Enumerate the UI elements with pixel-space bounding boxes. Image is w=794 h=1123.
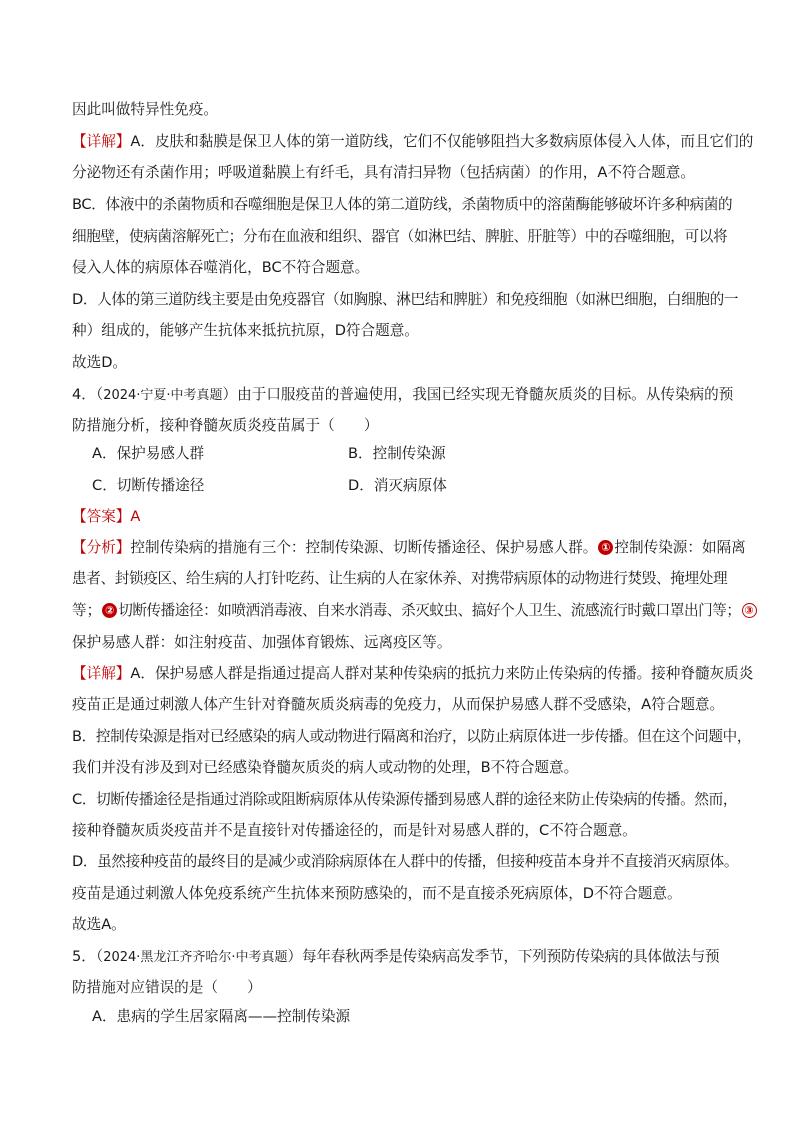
paragraph-line: 疫苗正是通过刺激人体产生针对脊髓灰质炎病毒的免疫力，从而保护易感人群不受感染，A符合题意。 <box>72 696 725 713</box>
option-b: B．控制传染源 <box>348 445 446 462</box>
circled-number-1: ① <box>598 540 613 555</box>
answer-line <box>72 507 140 527</box>
paragraph-line: 故选A。 <box>72 916 126 933</box>
paragraph-line: 种）组成的，能够产生抗体来抵抗抗原，D符合题意。 <box>72 322 419 339</box>
paragraph-line: 我们并没有涉及到对已经感染脊髓灰质炎的病人或动物的处理，B不符合题意。 <box>72 759 579 776</box>
option-a: A．保护易感人群 <box>92 445 205 462</box>
circled-number-3: ③ <box>742 603 757 618</box>
paragraph-line: C．切断传播途径是指通过消除或阻断病原体从传染源传播到易感人群的途径来防止传染病的传播。然而， <box>72 791 738 808</box>
detail-tag: 【详解】 <box>72 665 131 682</box>
paragraph-line: 接种脊髓灰质炎疫苗并不是直接针对传播途径的，而是针对易感人群的，C不符合题意。 <box>72 822 637 839</box>
detail-line: 【详解】A．保护易感人群是指通过提高人群对某种传染病的抵抗力来防止传染病的传播。接种脊髓灰质炎 <box>72 665 754 682</box>
answer-tag: 【答案】 <box>72 508 131 525</box>
paragraph-line: BC．体液中的杀菌物质和吞噬细胞是保卫人体的第二道防线，杀菌物质中的溶菌酶能够破坏许多种病菌的 <box>72 196 733 213</box>
paragraph-line: B．控制传染源是指对已经感染的病人或动物进行隔离和治疗，以防止病原体进一步传播。但在这个问题中， <box>72 728 752 745</box>
paragraph-line: 疫苗是通过刺激人体免疫系统产生抗体来预防感染的，而不是直接杀死病原体，D不符合题意。 <box>72 885 682 902</box>
paragraph-line: 等； ② 切断传播途径：如喷洒消毒液、自来水消毒、杀灭蚊虫、搞好个人卫生、流感流行时戴口罩出门等； ③ <box>72 601 758 621</box>
detail-line: 【详解】A．皮肤和黏膜是保卫人体的第一道防线，它们不仅能够阻挡大多数病原体侵入人体，而且它们的 <box>72 133 754 150</box>
question-source: 2024·黑龙江齐齐哈尔·中考真题 <box>103 950 288 965</box>
paragraph-line: 患者、封锁疫区、给生病的人打针吃药、让生病的人在家休养、对携带病原体的动物进行焚毁、掩埋处理 <box>72 570 728 587</box>
question-4-stem: 4．（2024·宁夏·中考真题）由于口服疫苗的普遍使用，我国已经实现无脊髓灰质炎的目标。从传染病的预 <box>72 386 734 403</box>
option-a: A．患病的学生居家隔离——控制传染源 <box>92 1008 351 1025</box>
detail-tag: 【详解】 <box>72 133 131 150</box>
paragraph-line: 侵入人体的病原体吞噬消化，BC不符合题意。 <box>72 259 370 276</box>
paragraph-line: 分泌物还有杀菌作用；呼吸道黏膜上有纤毛，具有清扫异物（包括病菌）的作用，A不符合题意。 <box>72 164 695 181</box>
answer-value: A <box>130 508 141 525</box>
analysis-tag: 【分析】 <box>72 539 131 556</box>
option-d: D．消灭病原体 <box>348 477 447 494</box>
question-5-stem: 5．（2024·黑龙江齐齐哈尔·中考真题）每年春秋两季是传染病高发季节，下列预防传染病的具体做法与预 <box>72 948 720 965</box>
paragraph-line: 细胞壁，使病菌溶解死亡；分布在血液和组织、器官（如淋巴结、脾脏、肝脏等）中的吞噬细胞，可以将 <box>72 228 728 245</box>
paragraph-line: 因此叫做特异性免疫。 <box>72 101 218 118</box>
question-source: 2024·宁夏·中考真题 <box>103 388 223 403</box>
option-c: C．切断传播途径 <box>92 477 205 494</box>
paragraph-line: D．人体的第三道防线主要是由免疫器官（如胸腺、淋巴结和脾脏）和免疫细胞（如淋巴细胞，白细胞的一 <box>72 291 739 308</box>
paragraph-line: 故选D。 <box>72 354 128 371</box>
analysis-line: 【分析】控制传染病的措施有三个：控制传染源、切断传播途径、保护易感人群。 ① 控制传染源：如隔离 <box>72 539 746 556</box>
question-4-stem-cont: 防措施分析，接种脊髓灰质炎疫苗属于（ ） <box>72 417 379 434</box>
circled-number-2: ② <box>102 603 117 618</box>
paragraph-line: D．虽然接种疫苗的最终目的是减少或消除病原体在人群中的传播，但接种疫苗本身并不直接消灭病原体。 <box>72 853 739 870</box>
question-5-stem-cont: 防措施对应错误的是（ ） <box>72 979 262 996</box>
paragraph-line: 保护易感人群：如注射疫苗、加强体育锻炼、远离疫区等。 <box>72 634 452 651</box>
